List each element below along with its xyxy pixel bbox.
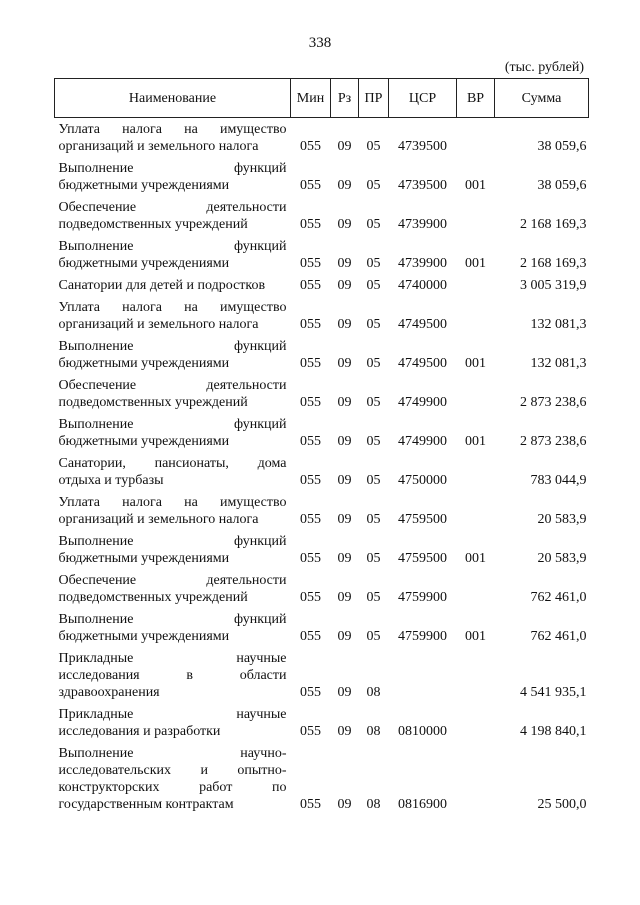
row-name-line: государственным контрактам [58,797,234,812]
row-vr [457,374,495,413]
header-sum: Сумма [495,79,589,118]
row-name [55,703,291,742]
row-pr: 05 [366,217,381,232]
row-csr: 4749500 [398,317,447,332]
row-name-line: Уплата налога на имущество [58,495,287,510]
table-row [55,335,589,374]
row-csr: 4759900 [398,590,447,605]
row-vr [457,647,495,703]
table-row [55,742,589,815]
table-row [55,530,589,569]
row-sum: 38 059,6 [537,139,587,154]
row-rz: 09 [337,178,352,193]
row-name-line: подведомственных учреждений [58,590,248,605]
row-min: 055 [300,256,321,271]
row-rz: 09 [337,473,352,488]
row-name [55,235,291,274]
row-rz: 09 [337,139,352,154]
row-min: 055 [300,139,321,154]
row-name-line: подведомственных учреждений [58,217,248,232]
row-vr: 001 [465,356,486,371]
row-name [55,196,291,235]
row-rz: 09 [337,278,352,293]
row-min: 055 [300,512,321,527]
row-rz: 09 [337,256,352,271]
row-pr: 05 [366,139,381,154]
row-name-line: Обеспечение деятельности [58,573,287,588]
row-name-line: бюджетными учреждениями [58,629,230,644]
row-name-line: Обеспечение деятельности [58,378,287,393]
table-row [55,491,589,530]
row-sum: 2 873 238,6 [520,395,587,410]
row-csr: 4759900 [398,629,447,644]
row-name-line: Выполнение функций [58,239,287,254]
table-row [55,235,589,274]
row-name [55,452,291,491]
row-vr: 001 [465,551,486,566]
table-row [55,647,589,703]
row-sum: 762 461,0 [530,629,587,644]
budget-table [54,78,589,815]
row-sum: 20 583,9 [537,512,587,527]
row-min: 055 [300,317,321,332]
row-csr: 4759500 [398,512,447,527]
row-name-line: Выполнение функций [58,534,287,549]
row-rz: 09 [337,217,352,232]
row-rz: 09 [337,434,352,449]
row-rz: 09 [337,551,352,566]
row-min: 055 [300,724,321,739]
row-name [55,413,291,452]
row-name-line: организаций и земельного налога [58,512,259,527]
row-min: 055 [300,356,321,371]
row-vr [457,296,495,335]
table-row [55,296,589,335]
row-pr: 05 [366,256,381,271]
table-header-row [55,79,589,118]
row-name-line: бюджетными учреждениями [58,178,230,193]
row-name [55,335,291,374]
row-pr: 05 [366,629,381,644]
row-vr [457,196,495,235]
row-vr [457,452,495,491]
row-rz: 09 [337,512,352,527]
row-csr: 4740000 [398,278,447,293]
row-name [55,374,291,413]
row-pr: 05 [366,434,381,449]
table-row [55,196,589,235]
row-sum: 762 461,0 [530,590,587,605]
row-name-line: бюджетными учреждениями [58,356,230,371]
row-name [55,647,291,703]
row-csr: 4739500 [398,178,447,193]
row-rz: 09 [337,356,352,371]
row-min: 055 [300,434,321,449]
row-name-line: бюджетными учреждениями [58,551,230,566]
row-name [55,530,291,569]
row-min: 055 [300,590,321,605]
row-name-line: Выполнение функций [58,417,287,432]
row-name-line: бюджетными учреждениями [58,256,230,271]
row-min: 055 [300,629,321,644]
row-csr: 4749900 [398,434,447,449]
row-name [55,118,291,158]
row-name-line: конструкторских работ по [58,780,287,795]
row-sum: 4 541 935,1 [520,685,587,700]
row-pr: 05 [366,512,381,527]
row-name-line: Выполнение научно- [58,746,287,761]
row-vr [457,118,495,158]
row-name [55,608,291,647]
table-row [55,118,589,158]
row-rz: 09 [337,629,352,644]
row-sum: 2 873 238,6 [520,434,587,449]
row-csr: 4750000 [398,473,447,488]
row-sum: 25 500,0 [537,797,587,812]
row-min: 055 [300,178,321,193]
row-sum: 132 081,3 [530,356,587,371]
row-sum: 3 005 319,9 [520,278,587,293]
row-pr: 05 [366,317,381,332]
table-row [55,569,589,608]
page-number: 338 [308,35,332,51]
row-name [55,742,291,815]
row-vr: 001 [465,629,486,644]
row-vr: 001 [465,178,486,193]
row-name-line: Выполнение функций [58,161,287,176]
header-name: Наименование [55,79,291,118]
row-csr: 4739900 [398,217,447,232]
row-sum: 2 168 169,3 [520,217,587,232]
row-name-line: Выполнение функций [58,339,287,354]
row-csr: 0810000 [398,724,447,739]
table-body [55,118,589,816]
header-rz: Рз [331,79,359,118]
table-row [55,274,589,296]
row-name-line: организаций и земельного налога [58,139,259,154]
row-min: 055 [300,278,321,293]
row-rz: 09 [337,724,352,739]
row-pr: 05 [366,395,381,410]
row-pr: 05 [366,473,381,488]
row-name-line: Уплата налога на имущество [58,300,287,315]
row-name [55,274,291,296]
row-vr [457,703,495,742]
row-min: 055 [300,217,321,232]
row-rz: 09 [337,797,352,812]
header-min: Мин [291,79,331,118]
row-name-line: отдыха и турбазы [58,473,164,488]
row-name [55,491,291,530]
row-name-line: Санатории для детей и подростков [58,278,266,293]
row-vr [457,274,495,296]
row-pr: 05 [366,590,381,605]
row-pr: 05 [366,551,381,566]
row-csr: 4759500 [398,551,447,566]
row-vr [457,491,495,530]
row-name [55,157,291,196]
row-rz: 09 [337,685,352,700]
row-sum: 20 583,9 [537,551,587,566]
row-csr: 4739900 [398,256,447,271]
row-pr: 08 [366,797,381,812]
row-min: 055 [300,551,321,566]
row-vr: 001 [465,256,486,271]
row-min: 055 [300,685,321,700]
row-pr: 08 [366,685,381,700]
row-name-line: Прикладные научные [58,651,287,666]
row-name-line: Уплата налога на имущество [58,122,287,137]
row-sum: 38 059,6 [537,178,587,193]
row-rz: 09 [337,395,352,410]
row-name [55,296,291,335]
row-min: 055 [300,473,321,488]
row-name-line: исследования в области [58,668,287,683]
row-sum: 2 168 169,3 [520,256,587,271]
row-vr: 001 [465,434,486,449]
row-min: 055 [300,395,321,410]
row-pr: 08 [366,724,381,739]
header-csr: ЦСР [389,79,457,118]
table-row [55,157,589,196]
row-rz: 09 [337,590,352,605]
table-row [55,413,589,452]
row-csr [389,647,457,703]
table-row [55,452,589,491]
row-csr: 4739500 [398,139,447,154]
row-pr: 05 [366,278,381,293]
row-name-line: организаций и земельного налога [58,317,259,332]
row-name-line: Санатории, пансионаты, дома [58,456,287,471]
table-row [55,608,589,647]
row-min: 055 [300,797,321,812]
row-name [55,569,291,608]
row-sum: 4 198 840,1 [520,724,587,739]
row-sum: 132 081,3 [530,317,587,332]
row-pr: 05 [366,178,381,193]
units-label: (тыс. рублей) [504,60,584,75]
row-name-line: Обеспечение деятельности [58,200,287,215]
row-name-line: здравоохранения [58,685,160,700]
row-vr [457,742,495,815]
row-name-line: бюджетными учреждениями [58,434,230,449]
table-row [55,374,589,413]
row-csr: 0816900 [398,797,447,812]
row-rz: 09 [337,317,352,332]
row-vr [457,569,495,608]
row-pr: 05 [366,356,381,371]
row-name-line: Прикладные научные [58,707,287,722]
table-row [55,703,589,742]
row-sum: 783 044,9 [530,473,587,488]
row-name-line: исследования и разработки [58,724,221,739]
row-name-line: Выполнение функций [58,612,287,627]
row-name-line: исследовательских и опытно- [58,763,287,778]
row-csr: 4749900 [398,395,447,410]
header-pr: ПР [359,79,389,118]
row-csr: 4749500 [398,356,447,371]
row-name-line: подведомственных учреждений [58,395,248,410]
header-vr: ВР [457,79,495,118]
